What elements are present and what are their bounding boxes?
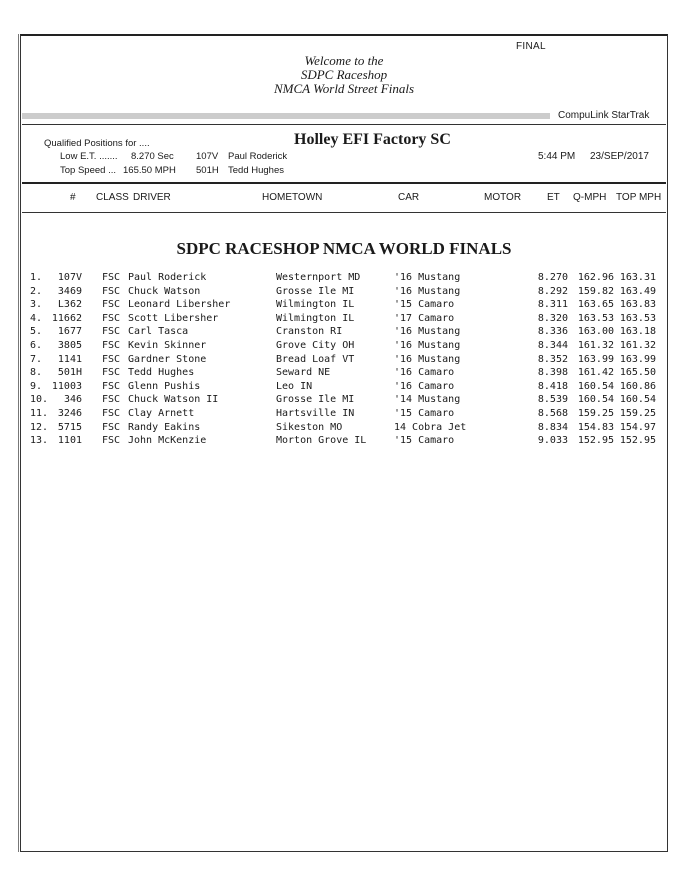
row-qmph: 152.95 [577,435,614,447]
row-driver: Kevin Skinner [128,340,207,351]
row-driver: Scott Libersher [128,312,219,324]
col-hometown: HOMETOWN [262,192,323,203]
table-row [0,299,688,313]
row-car-number: 3469 [57,285,82,297]
row-class: FSC [102,353,121,365]
row-class: FSC [102,408,121,419]
row-qmph: 161.32 [577,340,614,351]
row-topmph: 163.18 [619,326,656,338]
table-row [0,272,688,286]
row-class: FSC [102,272,121,283]
row-qmph: 159.25 [577,408,614,419]
row-car-number: 3805 [57,340,82,351]
row-et: 8.320 [537,312,568,324]
row-car-number: 1101 [57,435,82,447]
row-position: 12. [30,421,49,433]
col-motor: MOTOR [484,192,522,203]
row-et: 8.270 [537,272,568,283]
row-qmph: 163.99 [577,353,614,365]
row-et: 8.418 [537,380,568,392]
welcome-line-3: NMCA World Street Finals [274,81,414,96]
col-car: CAR [398,192,420,203]
row-car-number: 501H [57,367,82,379]
qualified-label: Qualified Positions for .... [44,138,150,149]
row-car: '16 Camaro [394,367,455,379]
row-topmph: 165.50 [619,367,656,379]
row-topmph: 160.54 [619,394,656,406]
row-topmph: 163.49 [619,285,656,297]
table-row [0,340,688,354]
row-position: 3. [30,299,43,311]
table-row [0,435,688,449]
row-driver: Leonard Libersher [128,299,231,311]
row-topmph: 160.86 [619,380,656,392]
row-driver: Clay Arnett [128,408,195,419]
top-speed-value: 165.50 MPH [123,165,176,176]
table-row [0,354,688,368]
row-et: 8.398 [537,367,568,379]
row-position: 5. [30,326,43,338]
row-topmph: 163.31 [619,272,656,283]
row-qmph: 163.00 [577,326,614,338]
table-row [0,326,688,340]
col-et: ET [547,192,560,203]
row-car: '15 Camaro [394,299,455,311]
row-position: 2. [30,285,43,297]
row-hometown: Hartsville IN [276,408,355,419]
results-title: SDPC RACESHOP NMCA WORLD FINALS [176,239,512,258]
row-et: 8.568 [537,408,568,419]
welcome-line-1: Welcome to the [304,53,384,68]
row-et: 8.539 [537,394,568,406]
row-car: '16 Camaro [394,380,455,392]
row-qmph: 163.53 [577,312,614,324]
row-driver: Gardner Stone [128,353,207,365]
row-car-number: 3246 [57,408,82,419]
report-date: 23/SEP/2017 [590,151,649,162]
row-class: FSC [102,312,121,324]
divider-header-top [22,182,666,184]
row-hometown: Cranston RI [276,326,343,338]
low-et-value: 8.270 Sec [131,151,174,162]
row-position: 8. [30,367,43,379]
system-name: CompuLink StarTrak [558,110,650,121]
final-label: FINAL [516,41,546,52]
row-car-number: 107V [57,272,82,283]
row-car: '16 Mustang [394,326,461,338]
table-row [0,313,688,327]
row-position: 9. [30,380,43,392]
dotted-separator [22,113,550,119]
row-et: 8.352 [537,353,568,365]
row-et: 8.336 [537,326,568,338]
row-topmph: 154.97 [619,421,656,433]
row-driver: Chuck Watson [128,285,201,297]
row-class: FSC [102,435,121,447]
row-car-number: L362 [57,299,82,311]
row-qmph: 154.83 [577,421,614,433]
row-hometown: Leo IN [276,380,313,392]
row-class: FSC [102,299,121,311]
row-hometown: Wilmington IL [276,312,355,324]
row-hometown: Sikeston MO [276,421,343,433]
row-car: '15 Camaro [394,408,455,419]
row-car-number: 11003 [51,380,82,392]
row-car: '16 Mustang [394,272,461,283]
row-position: 11. [30,408,49,419]
top-speed-label: Top Speed ... [60,165,116,176]
row-hometown: Seward NE [276,367,331,379]
row-class: FSC [102,367,121,379]
row-topmph: 163.99 [619,353,656,365]
row-hometown: Westernport MD [276,272,361,283]
row-hometown: Bread Loaf VT [276,353,355,365]
row-class: FSC [102,421,121,433]
row-car-number: 346 [63,394,82,406]
row-qmph: 161.42 [577,367,614,379]
row-qmph: 160.54 [577,394,614,406]
event-title: Holley EFI Factory SC [294,131,451,148]
table-row [0,367,688,381]
row-topmph: 152.95 [619,435,656,447]
row-car: '16 Mustang [394,353,461,365]
table-row [0,408,688,422]
row-hometown: Wilmington IL [276,299,355,311]
row-driver: John McKenzie [128,435,207,447]
divider-header-bottom [22,212,666,213]
divider-top [22,124,666,125]
top-speed-car: 501H [196,165,219,176]
row-class: FSC [102,394,121,406]
table-row [0,381,688,395]
row-position: 7. [30,353,43,365]
row-car: '14 Mustang [394,394,461,406]
row-hometown: Morton Grove IL [276,435,367,447]
row-car-number: 1677 [57,326,82,338]
row-position: 6. [30,340,43,351]
report-time: 5:44 PM [538,151,576,162]
row-car-number: 1141 [57,353,82,365]
welcome-line-2: SDPC Raceshop [300,67,388,82]
low-et-label: Low E.T. ....... [60,151,118,162]
col-qmph: Q-MPH [573,192,607,203]
row-driver: Carl Tasca [128,326,189,338]
row-topmph: 163.83 [619,299,656,311]
row-driver: Tedd Hughes [128,367,195,379]
row-hometown: Grove City OH [276,340,355,351]
row-driver: Chuck Watson II [128,394,219,406]
row-car: '16 Mustang [394,340,461,351]
row-driver: Glenn Pushis [128,380,201,392]
row-class: FSC [102,326,121,338]
row-qmph: 159.82 [577,285,614,297]
row-qmph: 162.96 [577,272,614,283]
row-car-number: 11662 [51,312,82,324]
row-car: '16 Mustang [394,285,461,297]
row-position: 10. [30,394,49,406]
col-driver: DRIVER [133,192,171,203]
low-et-driver: Paul Roderick [228,151,288,162]
row-hometown: Grosse Ile MI [276,285,355,297]
row-topmph: 163.53 [619,312,656,324]
row-et: 8.311 [537,299,568,311]
row-car: 14 Cobra Jet [394,421,467,433]
row-hometown: Grosse Ile MI [276,394,355,406]
row-et: 8.344 [537,340,568,351]
col-topmph: TOP MPH [616,192,662,203]
row-qmph: 163.65 [577,299,614,311]
row-class: FSC [102,285,121,297]
row-driver: Paul Roderick [128,272,207,283]
row-qmph: 160.54 [577,380,614,392]
row-class: FSC [102,340,121,351]
row-topmph: 161.32 [619,340,656,351]
table-row [0,286,688,300]
col-num: # [70,192,76,203]
row-class: FSC [102,380,121,392]
row-position: 13. [30,435,49,447]
row-et: 9.033 [537,435,568,447]
col-class: CLASS [96,192,129,203]
row-car-number: 5715 [57,421,82,433]
row-car: '15 Camaro [394,435,455,447]
row-position: 1. [30,272,43,283]
row-position: 4. [30,312,43,324]
row-et: 8.834 [537,421,568,433]
table-row [0,422,688,436]
table-row [0,394,688,408]
row-et: 8.292 [537,285,568,297]
row-topmph: 159.25 [619,408,656,419]
row-car: '17 Camaro [394,312,455,324]
row-driver: Randy Eakins [128,421,201,433]
low-et-car: 107V [196,151,219,162]
top-speed-driver: Tedd Hughes [228,165,284,176]
